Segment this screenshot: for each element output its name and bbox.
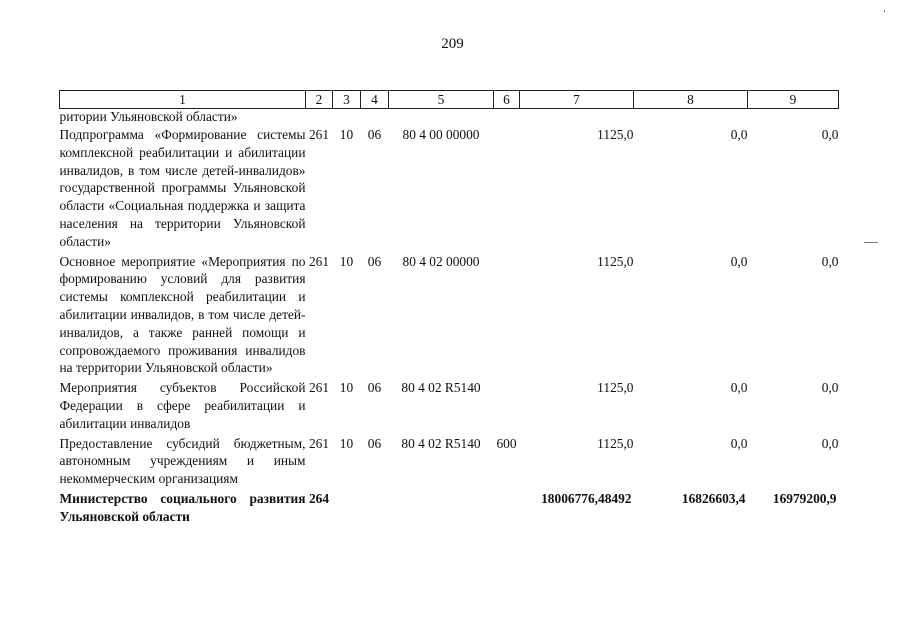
cell-target-article: 80 4 02 00000: [402, 253, 480, 269]
row-name: Предоставление субсидий бюджетным, автономным учреждениям и иным некоммерческим организациям: [59, 435, 306, 487]
cell-section: 10: [339, 127, 354, 142]
cell-amount-2: 0,0: [730, 253, 748, 269]
cell-amount-2: 0,0: [730, 435, 748, 451]
row-name: Министерство социального развития Ульяновской области: [59, 490, 306, 524]
cell-expense-type: [494, 377, 520, 432]
column-header: 3: [333, 91, 361, 109]
scan-speck: [884, 10, 885, 12]
cell-subsection: 06: [367, 127, 382, 142]
scan-speck: [864, 242, 878, 243]
row-name: Основное мероприятие «Мероприятия по формированию условий для развития системы комплексной реабилитации и абилитации инвалидов, в том числе детей-инвалидов, а также ранней помощи и сопровождаемого проживания инвалидов на территории Ульяновской области»: [59, 253, 306, 376]
cell-ministry-code: 261: [308, 127, 330, 142]
cell-amount-1: 1125,0: [597, 253, 634, 269]
column-header: 6: [494, 91, 520, 109]
cell-target-article: 80 4 02 R5140: [401, 435, 481, 451]
cell-amount-3: 0,0: [821, 380, 839, 396]
cell-expense-type: [494, 124, 520, 251]
header-row: [60, 91, 839, 109]
cell-section: 10: [339, 253, 354, 269]
column-header: 7: [520, 91, 634, 109]
column-header: 5: [389, 91, 494, 109]
cell-amount-3: 0,0: [821, 253, 839, 269]
row-name: Мероприятия субъектов Российской Федерации в сфере реабилитации и абилитации инвалидов: [59, 380, 306, 431]
cell-target-article: 80 4 02 R5140: [401, 380, 481, 396]
table-row: [60, 433, 839, 488]
cell-amount-1: 1125,0: [597, 127, 634, 142]
cell-ministry-code: 261: [308, 380, 330, 396]
cell-amount-1: 18006776,48492: [541, 490, 632, 506]
cell-amount-2: 0,0: [730, 380, 748, 396]
cell-section: 10: [339, 435, 354, 451]
cell-amount-3: 0,0: [821, 127, 839, 142]
cell-target-article: 80 4 00 00000: [402, 127, 480, 142]
table-row: [60, 124, 839, 251]
cell-expense-type: 600: [496, 435, 517, 451]
column-header: 8: [634, 91, 748, 109]
cell-subsection: 06: [367, 380, 382, 396]
cell-expense-type: [494, 251, 520, 378]
column-header: 2: [306, 91, 333, 109]
column-header: 4: [361, 91, 389, 109]
cell-amount-3: 0,0: [821, 435, 839, 451]
budget-table: [59, 90, 839, 526]
cell-amount-1: 1125,0: [597, 380, 634, 396]
cell-subsection: 06: [367, 253, 382, 269]
cell-amount-3: 16979200,9: [772, 490, 837, 506]
cell-expense-type: [494, 488, 520, 526]
column-header: 1: [60, 91, 306, 109]
cell-amount-1: 1125,0: [597, 435, 634, 451]
table-row: [60, 251, 839, 378]
cell-ministry-code: 264: [308, 490, 330, 506]
cell-target-article: [389, 488, 494, 526]
cell-subsection: [361, 488, 389, 526]
cell-amount-2: 16826603,4: [681, 490, 746, 506]
cell-subsection: 06: [367, 435, 382, 451]
cell-ministry-code: 261: [308, 253, 330, 269]
continuation-row: [60, 109, 839, 125]
page-number: 209: [441, 36, 464, 52]
cell-section: 10: [339, 380, 354, 396]
column-header: 9: [748, 91, 839, 109]
row-name: Подпрограмма «Формирование системы комплексной реабилитации и абилитации инвалидов, в том числе детей-инвалидов» государственной программы Ульяновской области «Социальная поддержка и защита населения на территории Ульяновской области»: [59, 127, 306, 249]
row-name: ритории Ульяновской области»: [59, 109, 238, 124]
table-row: [60, 377, 839, 432]
cell-section: [333, 488, 361, 526]
cell-amount-2: 0,0: [730, 127, 748, 142]
table-row-total: [60, 488, 839, 526]
cell-ministry-code: 261: [308, 435, 330, 451]
